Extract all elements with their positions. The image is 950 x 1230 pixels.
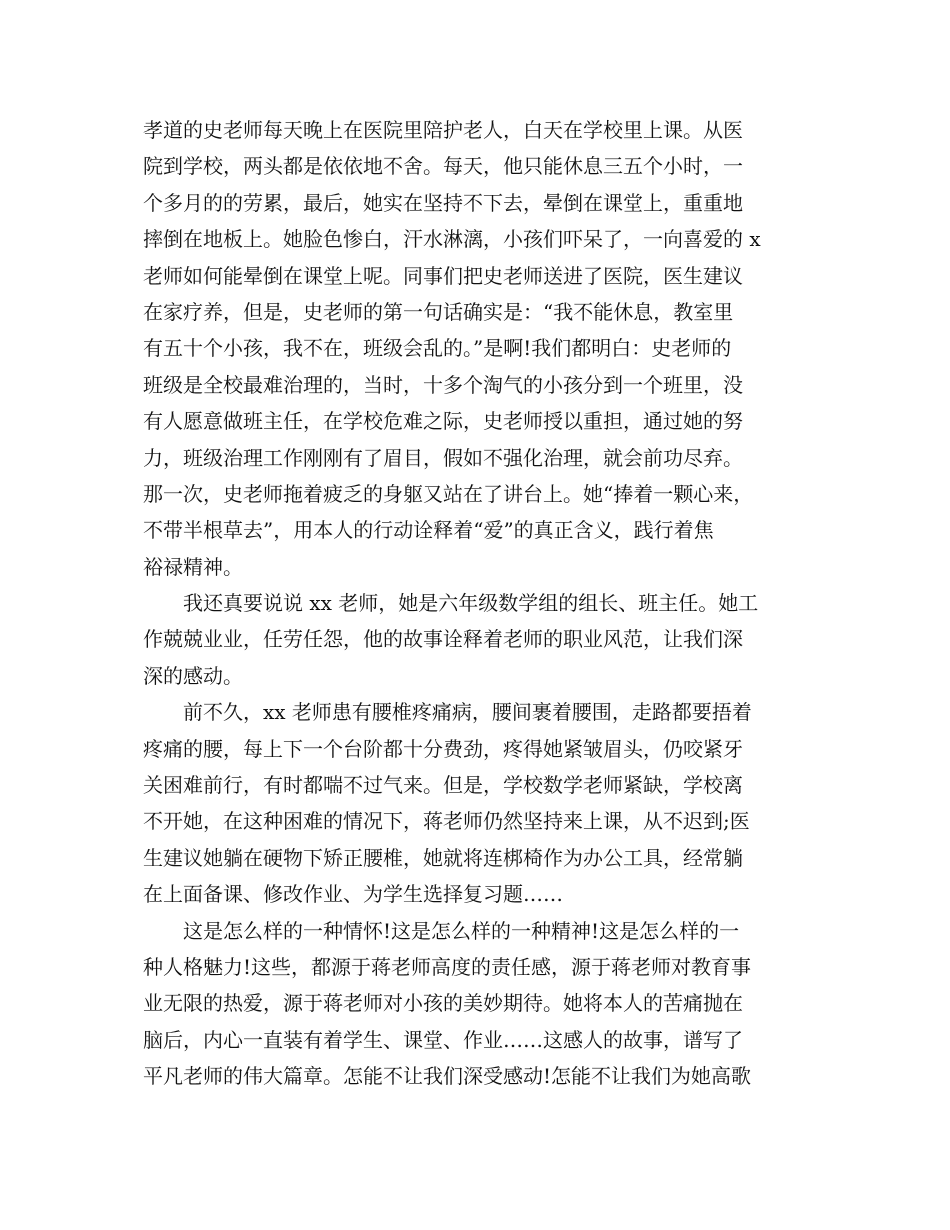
- text-line: 有五十个小孩，我不在，班级会乱的。”是啊!我们都明白：史老师的: [143, 336, 732, 361]
- document-body: [143, 112, 811, 1095]
- text-line: 深的感动。: [143, 663, 243, 688]
- text-line: 业无限的热爱，源于蒋老师对小孩的美妙期待。她将本人的苦痛抛在: [143, 991, 743, 1016]
- text-line: 有人愿意做班主任，在学校危难之际，史老师授以重担，通过她的努: [143, 409, 743, 434]
- text-line: 前不久，xx 老师患有腰椎疼痛病，腰间裹着腰围，走路都要捂着: [183, 700, 752, 725]
- text-line: 种人格魅力!这些，都源于蒋老师高度的责任感，源于蒋老师对教育事: [143, 954, 752, 979]
- text-line: 生建议她躺在硬物下矫正腰椎，她就将连梆椅作为办公工具，经常躺: [143, 845, 743, 870]
- text-line: 在家疗养，但是，史老师的第一句话确实是：“我不能休息，教室里: [143, 299, 734, 324]
- text-line: 疼痛的腰，每上下一个台阶都十分费劲，疼得她紧皱眉头，仍咬紧牙: [143, 736, 743, 761]
- text-line: 关困难前行，有时都喘不过气来。但是，学校数学老师紧缺，学校离: [143, 773, 743, 798]
- text-line: 我还真要说说 xx 老师，她是六年级数学组的组长、班主任。她工: [183, 591, 759, 616]
- text-line: 在上面备课、修改作业、为学生选择复习题……: [143, 882, 563, 907]
- paragraph: [143, 694, 811, 912]
- text-line: 班级是全校最难治理的，当时，十多个淘气的小孩分到一个班里，没: [143, 372, 743, 397]
- text-line: 平凡老师的伟大篇章。怎能不让我们深受感动!怎能不让我们为她高歌: [143, 1064, 752, 1089]
- text-line: 作兢兢业业，任劳任怨，他的故事诠释着老师的职业风范，让我们深: [143, 627, 743, 652]
- text-line: 摔倒在地板上。她脸色惨白，汗水淋漓，小孩们吓呆了，一向喜爱的 x: [143, 227, 761, 252]
- text-line: 不开她，在这种困难的情况下，蒋老师仍然坚持来上课，从不迟到;医: [143, 809, 750, 834]
- text-line: 裕禄精神。: [143, 554, 243, 579]
- paragraph: [143, 585, 811, 694]
- text-line: 院到学校，两头都是依依地不舍。每天，他只能休息三五个小时，一: [143, 154, 743, 179]
- text-line: 老师如何能晕倒在课堂上呢。同事们把史老师送进了医院，医生建议: [143, 263, 743, 288]
- paragraph: [143, 913, 811, 1095]
- text-line: 脑后，内心一直装有着学生、课堂、作业……这感人的故事，谱写了: [143, 1027, 743, 1052]
- paragraph: [143, 112, 811, 585]
- text-line: 孝道的史老师每天晚上在医院里陪护老人，白天在学校里上课。从医: [143, 118, 743, 142]
- text-line: 力，班级治理工作刚刚有了眉目，假如不强化治理，就会前功尽弃。: [143, 445, 743, 470]
- text-line: 那一次，史老师拖着疲乏的身躯又站在了讲台上。她“捧着一颗心来，: [143, 481, 754, 506]
- text-line: 这是怎么样的一种情怀!这是怎么样的一种精神!这是怎么样的一: [183, 918, 740, 943]
- text-line: 不带半根草去”，用本人的行动诠释着“爱”的真正含义，践行着焦: [143, 518, 714, 543]
- text-line: 个多月的的劳累，最后，她实在坚持不下去，晕倒在课堂上，重重地: [143, 190, 743, 215]
